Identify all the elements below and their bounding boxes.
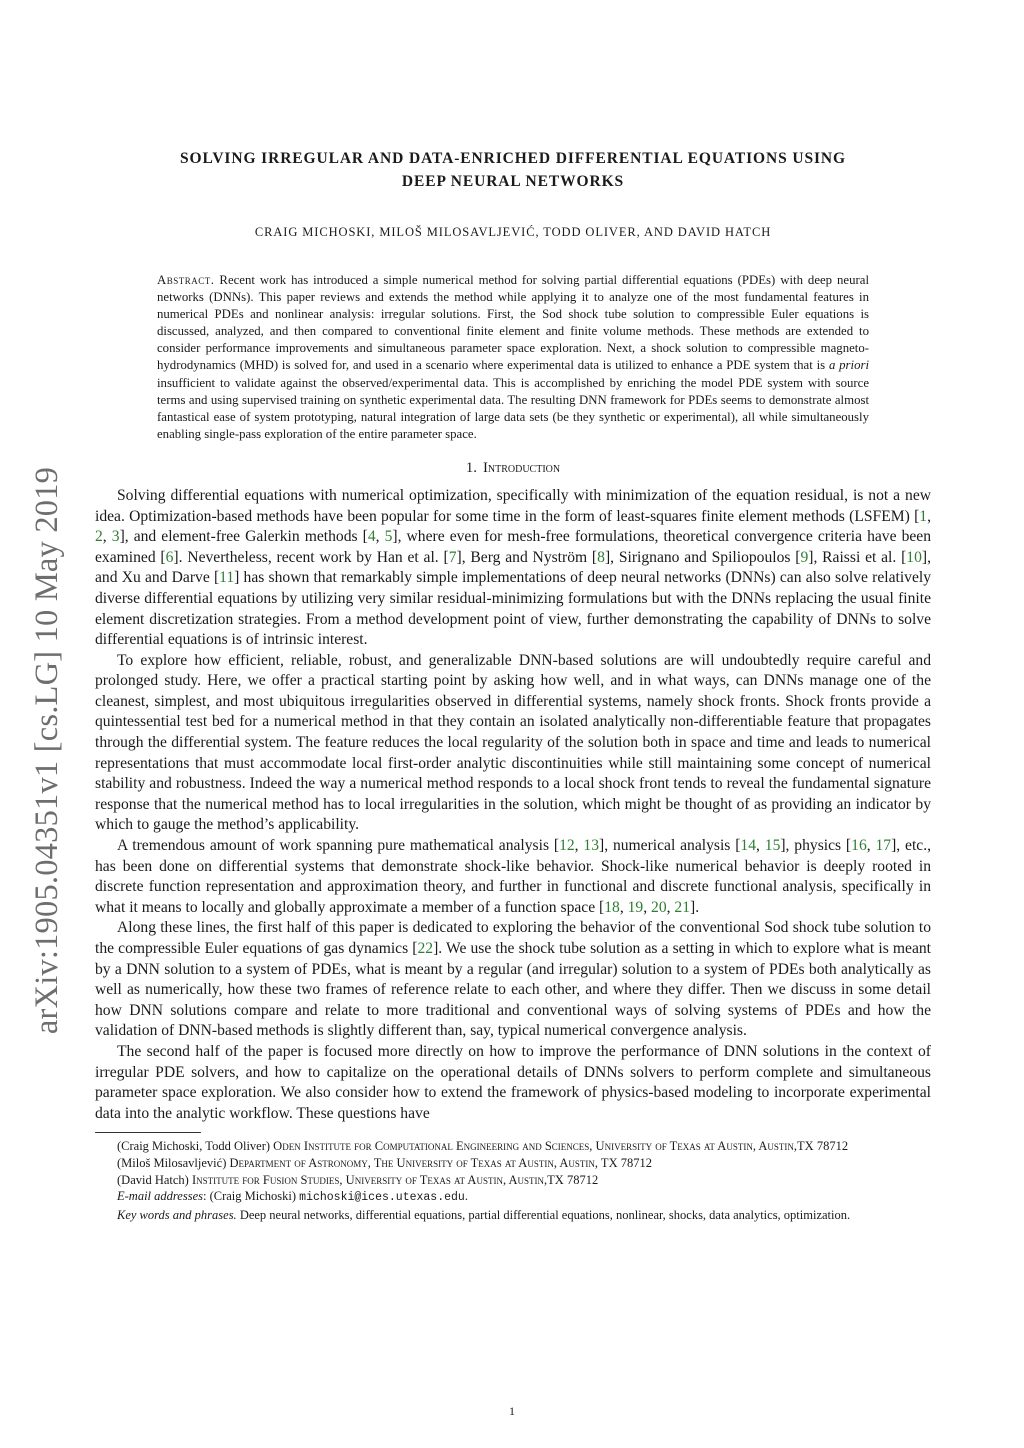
footnote-affiliation-2 xyxy=(95,1155,931,1172)
text-run: Along these lines, the first half of this paper is dedicated to exploring the behavior of the conventional Sod shock tube solution to the compressible Euler equations of gas dynamics [ xyxy=(95,919,931,957)
citation-link[interactable]: 7 xyxy=(448,548,457,566)
text-run: ], and element-free Galerkin methods [ xyxy=(119,528,368,546)
citation-link[interactable]: 8 xyxy=(597,548,605,566)
arxiv-identifier: arXiv:1905.04351v1 [cs.LG] 10 May 2019 xyxy=(29,466,66,1034)
abstract-text-a: Recent work has introduced a simple numerical method for solving partial differential equations (PDEs) with deep neural networks (DNNs). This paper reviews and extends the method while applying it to analyze one of the most fundamental features in numerical PDEs and nonlinear analysis: irregular solutions. First, the Sod shock tube solution to compressible Euler equations is discussed, analyzed, and then compared to conventional finite element and finite volume methods. These methods are extended to consider performance improvements and simultaneous parameter space exploration. Next, a shock solution to compressible magneto-hydrodynamics (MHD) is solved for, and used in a scenario where experimental data is utilized to enhance a PDE system that is xyxy=(157,273,870,373)
citation-link[interactable]: 18 xyxy=(604,898,620,916)
paragraph-4 xyxy=(95,918,931,1042)
email-name: : (Craig Michoski) xyxy=(203,1189,297,1204)
text-run: A tremendous amount of work spanning pure mathematical analysis [ xyxy=(117,837,560,855)
abstract-text-b: insufficient to validate against the observed/experimental data. This is accomplished by enriching the model PDE system with source terms and using supervised training on synthetic experimental data. The resulting DNN framework for PDEs seems to demonstrate almost fantastical ease of system prototyping, natural integration of large data sets (be they synthetic or experimental), all while simultaneously enabling single-pass exploration of the entire parameter space. xyxy=(157,375,869,441)
paragraph-2: To explore how efficient, reliable, robust, and generalizable DNN-based solutions are will undoubtedly require careful and prolonged study. Here, we offer a practical starting point by asking how well, and in what ways, can DNNs manage one of the cleanest, simplest, and most ubiquitous irregularities observed in differential systems, namely shock fronts. Shock fronts provide a quintessential test bed for a numerical method in that they contain an isolated analytically non-differentiable feature that propagates through the differential system. The feature reduces the local regularity of the solution both in space and time and leads to numerical representations that must accommodate local first-order analytic discontinuities while still maintaining some concept of numerical stability and robustness. Indeed the way a numerical method responds to a local shock front tends to reveal the fundamental signature response that the numerical method has to local irregularities in the solution, which might be thought of as providing an indicator by which to gauge the method’s applicability. xyxy=(95,651,931,834)
text-run: ], Sirignano and Spiliopoulos [ xyxy=(604,548,801,566)
arxiv-sidebar-stamp xyxy=(8,440,88,1060)
citation-link[interactable]: 19 xyxy=(627,898,644,916)
citation-link[interactable]: 12 xyxy=(559,837,575,855)
keywords-text: Deep neural networks, differential equations, partial differential equations, nonlinear, shocks, data analytics, optimization. xyxy=(239,1208,851,1223)
paper-title xyxy=(95,147,931,193)
paragraph-1: Solving differential equations with numerical optimization, specifically with minimization of the equation residual, is not a new idea. Optimization-based methods have been popular for some time in the form of least-squares finite element methods (LSFEM) [1, 2, 3], and element-free Galerkin methods [4, 5], where even for mesh-free formulations, theoretical convergence criteria have been examined [6]. Nevertheless, recent work by Han et al. [7], Berg and Nyström [8], Sirignano and Spiliopoulos [9], Raissi et al. [10], and Xu and Darve [11] has shown that remarkably simple implementations of deep neural networks (DNNs) can also solve relatively diverse differential equations by utilizing very similar residual-minimizing formulations but with the DNNs replacing the usual finite element discretization strategies. From a method development point of view, further demonstrating the capability of DNNs to solve differential equations is of intrinsic interest. xyxy=(95,486,932,649)
text-run: . xyxy=(464,1189,468,1204)
footnote-keywords xyxy=(95,1207,931,1224)
footnote-names: (Miloš Milosavljević) xyxy=(117,1156,227,1171)
email-address[interactable]: michoski@ices.utexas.edu xyxy=(299,1191,465,1205)
footnote-email xyxy=(95,1188,931,1207)
citation-link[interactable]: 22 xyxy=(417,940,434,957)
citation-link[interactable]: 1 xyxy=(919,507,928,525)
text-run: ], and Xu and Darve [ xyxy=(95,548,931,587)
footnote-affiliation: Department of Astronomy, The University of Texas at Austin, Austin, TX 78712 xyxy=(229,1156,652,1171)
section-heading-introduction xyxy=(95,460,931,477)
footnote-affiliation-1 xyxy=(95,1138,931,1155)
citation-link[interactable]: 9 xyxy=(800,548,809,566)
citation-link[interactable]: 11 xyxy=(219,569,235,587)
text-run: ]. Nevertheless, recent work by Han et al. [ xyxy=(173,548,449,566)
paragraph-3: A tremendous amount of work spanning pure mathematical analysis [12, 13], numerical analysis [14, 15], physics [16, 17], etc., has been done on differential systems that demonstrate shock-like behavior. Shock-like numerical behavior is deeply rooted in discrete function representation and approximation theory, and further in functional and discrete functional analysis, specifically in what it means to locally and globally approximate a member of a function space [18, 19, 20, 21]. xyxy=(95,837,931,916)
citation-link[interactable]: 4 xyxy=(367,528,376,546)
text-run: ], where even for mesh-free formulations, theoretical convergence criteria have been examined [ xyxy=(95,528,932,566)
footnotes xyxy=(95,1138,931,1224)
citation-link[interactable]: 5 xyxy=(384,528,393,546)
paragraph-5: The second half of the paper is focused more directly on how to improve the performance of DNN solutions in the context of irregular PDE solvers, and how to capitalize on the operational details of DNNs solvers to perform complete and simultaneous parameter space exploration. We also consider how to extend the framework of physics-based modeling to incorporate experimental data into the analytic workflow. These questions have xyxy=(95,1042,931,1122)
citation-link[interactable]: 14 xyxy=(740,837,757,855)
introduction-body xyxy=(95,486,931,1124)
text-run: ] has shown that remarkably simple implementations of deep neural networks (DNNs) can also solve relatively diverse differential equations by utilizing very similar residual-minimizing formulations but with the DNNs replacing the usual finite element discretization strategies. From a method development point of view, further demonstrating the capability of DNNs to solve differential equations is of intrinsic interest. xyxy=(95,569,932,649)
footnote-names: (Craig Michoski, Todd Oliver) xyxy=(117,1139,271,1154)
keywords-label: Key words and phrases. xyxy=(117,1208,237,1223)
email-label: E-mail addresses xyxy=(117,1189,203,1204)
title-line-1: SOLVING IRREGULAR AND DATA-ENRICHED DIFFERENTIAL EQUATIONS USING xyxy=(180,150,846,167)
title-line-2: DEEP NEURAL NETWORKS xyxy=(401,173,625,190)
footnote-names: (David Hatch) xyxy=(117,1172,189,1187)
citation-link[interactable]: 13 xyxy=(583,837,599,855)
text-run: Solving differential equations with numerical optimization, specifically with minimization of the equation residual, is not a new idea. Optimization-based methods have been popular for some time in the form of least-squares finite element methods (LSFEM) [ xyxy=(95,486,931,525)
section-title: Introduction xyxy=(482,459,561,476)
citation-link[interactable]: 10 xyxy=(906,548,922,566)
text-run: ], Raissi et al. [ xyxy=(808,548,907,566)
paper-page xyxy=(95,0,931,1224)
citation-link[interactable]: 3 xyxy=(111,528,120,546)
text-run: ]. We use the shock tube solution as a setting in which to explore what is meant by a DNN solution to a system of PDEs, what is meant by a regular (and irregular) solution to a system of PDEs both analytically as well as numerically, how these two frames of reference relate to each other, and where they differ. Then we discuss in some detail how DNN solutions compare and relate to more traditional and conventional ways of solving systems of PDEs and how the validation of DNN-based methods is slightly different than, say, typical numerical convergence analysis. xyxy=(95,940,931,1040)
citation-link[interactable]: 6 xyxy=(165,548,174,566)
footnote-affiliation: Institute for Fusion Studies, University of Texas at Austin, Austin,TX 78712 xyxy=(191,1172,599,1187)
text-run: ], physics [ xyxy=(780,837,852,855)
citation-link[interactable]: 17 xyxy=(875,837,892,855)
text-run: ]. xyxy=(690,898,700,916)
author-list: CRAIG MICHOSKI, MILOŠ MILOSAVLJEVIĆ, TODD OLIVER, AND DAVID HATCH xyxy=(254,225,772,239)
text-run: ], etc., has been done on differential systems that demonstrate shock-like behavior. Shock-like numerical behavior is deeply rooted in discrete function representation and approximation theory, and further in functional and discrete functional analysis, specifically in what it means to locally and globally approximate a member of a function space [ xyxy=(95,837,931,916)
footnote-affiliation-3 xyxy=(95,1172,931,1189)
text-run: ], numerical analysis [ xyxy=(599,837,741,855)
footnote-rule xyxy=(95,1132,201,1133)
abstract-label: Abstract. xyxy=(157,273,215,287)
citation-link[interactable]: 16 xyxy=(851,837,867,855)
abstract xyxy=(157,272,869,443)
citation-link[interactable]: 20 xyxy=(651,898,667,916)
text-run: ], Berg and Nyström [ xyxy=(456,548,598,566)
citation-link[interactable]: 21 xyxy=(674,898,690,916)
citation-link[interactable]: 2 xyxy=(95,528,103,546)
citation-link[interactable]: 15 xyxy=(764,837,781,855)
abstract-italic: a priori xyxy=(828,358,870,373)
footnote-affiliation: Oden Institute for Computational Engineering and Sciences, University of Texas at Austin, Austin,TX 78712 xyxy=(273,1139,849,1154)
page-number: 1 xyxy=(509,1404,515,1418)
section-number: 1. xyxy=(465,459,477,476)
